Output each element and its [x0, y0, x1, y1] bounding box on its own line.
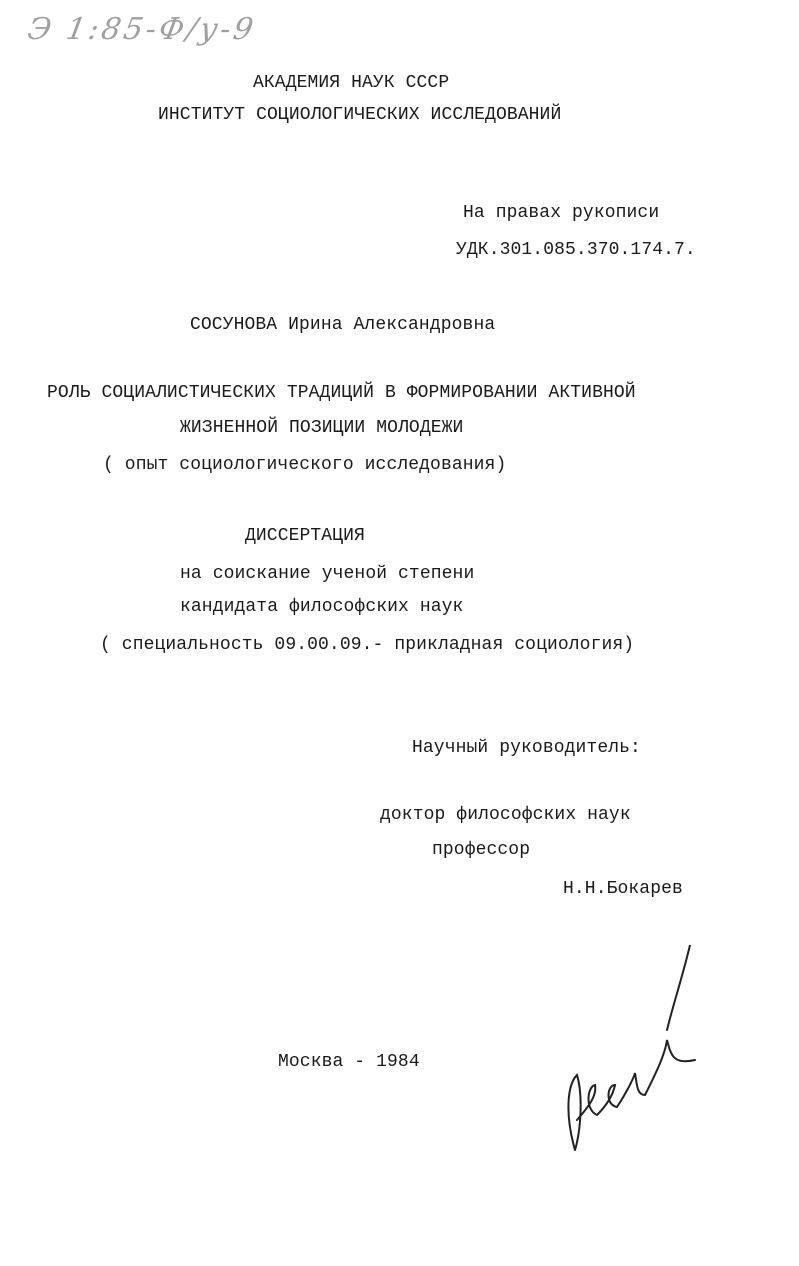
academy-heading: АКАДЕМИЯ НАУК СССР	[253, 73, 450, 93]
degree-line-1: на соискание ученой степени	[180, 564, 475, 584]
author-name: СОСУНОВА Ирина Александровна	[190, 315, 496, 335]
supervisor-rank: профессор	[432, 840, 531, 860]
udc-code: УДК.301.085.370.174.7.	[456, 240, 696, 260]
institute-heading: ИНСТИТУТ СОЦИОЛОГИЧЕСКИХ ИССЛЕДОВАНИЙ	[158, 105, 562, 125]
title-line-2: ЖИЗНЕННОЙ ПОЗИЦИИ МОЛОДЕЖИ	[180, 418, 464, 438]
handwritten-signature	[555, 945, 715, 1165]
handwritten-archive-mark: Э 1:85-Ф/у-9	[24, 12, 259, 47]
specialty: ( специальность 09.00.09.- прикладная социология)	[100, 635, 635, 655]
title-line-1: РОЛЬ СОЦИАЛИСТИЧЕСКИХ ТРАДИЦИЙ В ФОРМИРОВАНИИ АКТИВНОЙ	[47, 383, 636, 403]
supervisor-name: Н.Н.Бокарев	[563, 879, 683, 899]
supervisor-label: Научный руководитель:	[412, 738, 641, 758]
title-subtitle: ( опыт социологического исследования)	[103, 455, 507, 475]
work-type: ДИССЕРТАЦИЯ	[245, 526, 365, 546]
place-year: Москва - 1984	[278, 1052, 420, 1072]
manuscript-rights: На правах рукописи	[463, 203, 660, 223]
supervisor-degree: доктор философских наук	[380, 805, 631, 825]
degree-line-2: кандидата философских наук	[180, 597, 464, 617]
